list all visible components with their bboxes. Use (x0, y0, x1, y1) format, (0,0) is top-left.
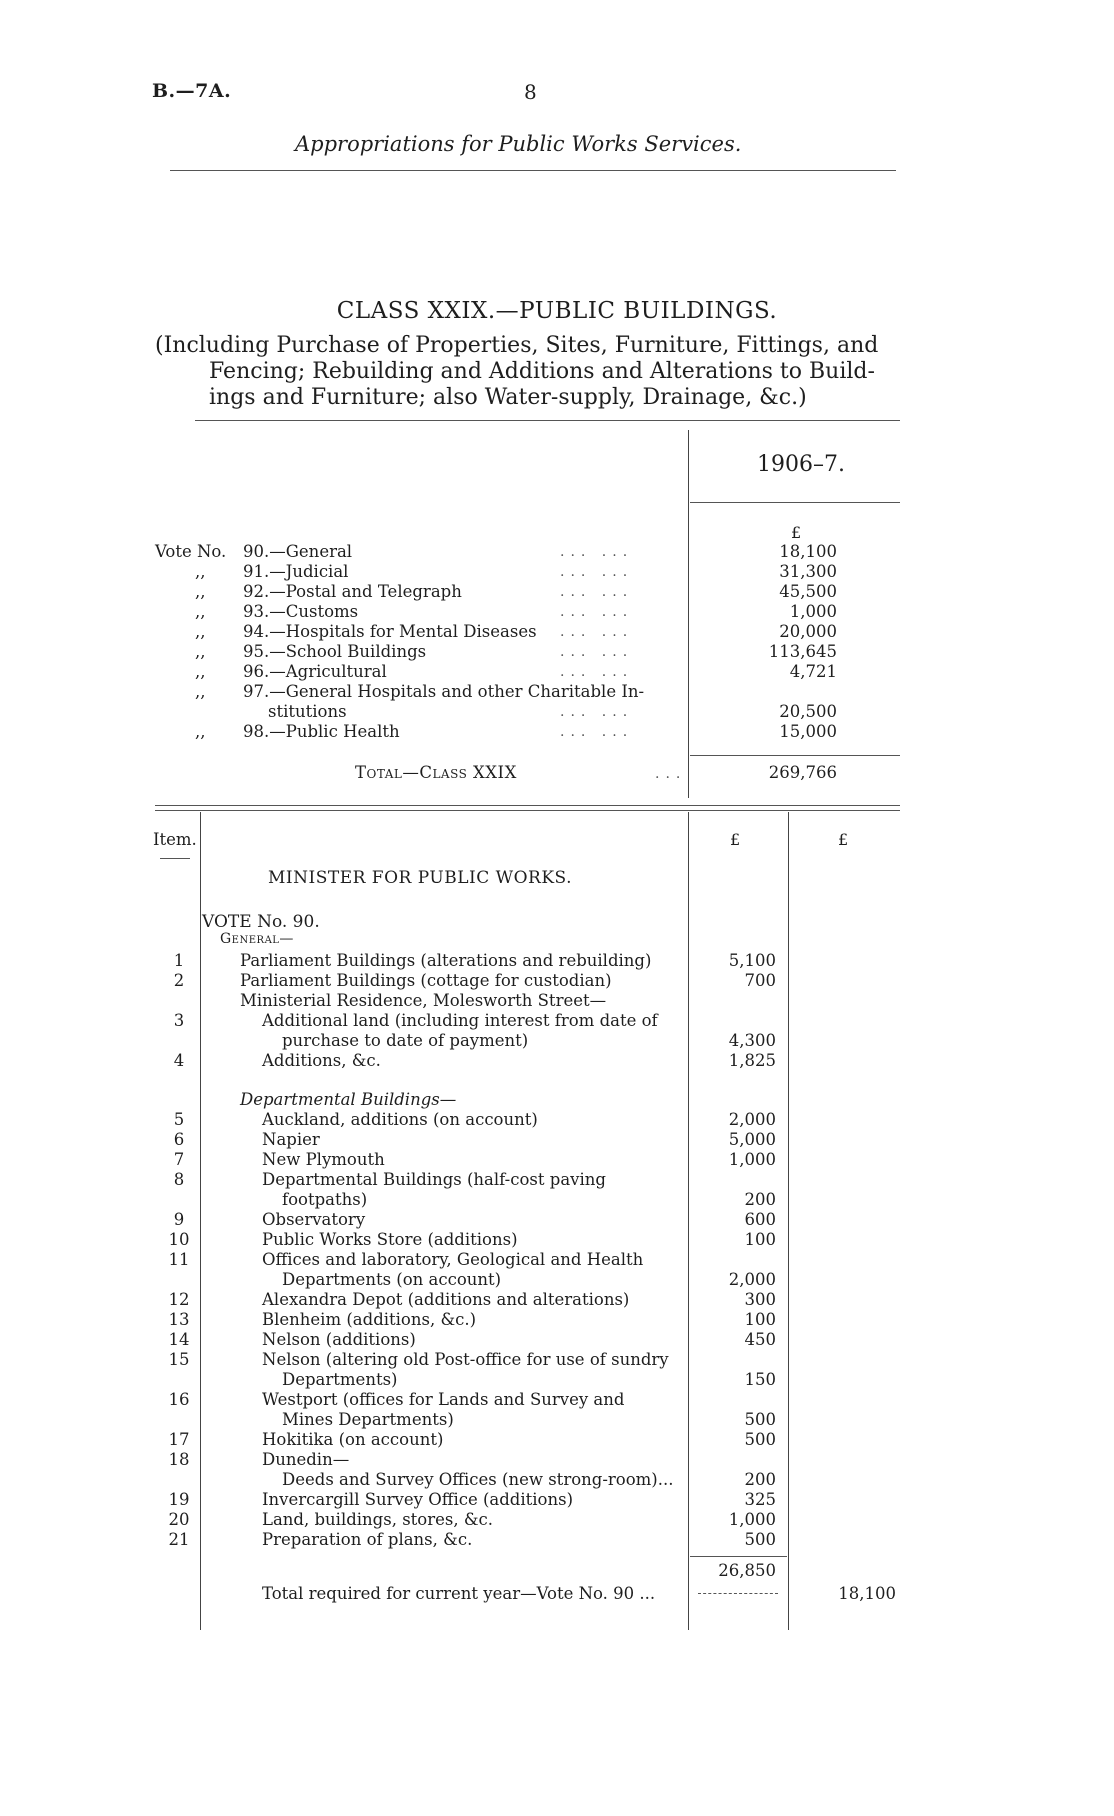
item-number: 5 (173, 1110, 185, 1129)
class-includes-line-3: ings and Furniture; also Water-supply, Drainage, &c.) (209, 385, 807, 410)
subtotal-rule (690, 1556, 787, 1557)
summary-column-divider (688, 430, 689, 798)
item-description: Public Works Store (additions) (262, 1230, 518, 1249)
item-number: 10 (168, 1230, 190, 1249)
item-description: Additional land (including interest from date of (262, 1011, 658, 1030)
vote-ditto-mark: ,, (195, 602, 206, 621)
item-description-continued: Departments (on account) (282, 1270, 502, 1289)
item-number: 15 (168, 1350, 190, 1369)
item-description: Ministerial Residence, Molesworth Street— (240, 991, 607, 1010)
item-description: Observatory (262, 1210, 366, 1229)
item-amount: 2,000 (728, 1270, 776, 1289)
vote-label: 95.—School Buildings (243, 642, 427, 661)
vote-amount: 113,645 (768, 642, 837, 661)
departmental-buildings-subheading: Departmental Buildings— (240, 1090, 457, 1109)
item-description: Nelson (additions) (262, 1330, 416, 1349)
item-number: 2 (173, 971, 185, 990)
vote-label: 98.—Public Health (243, 722, 400, 741)
vote-label: 91.—Judicial (243, 562, 349, 581)
item-description: New Plymouth (262, 1150, 385, 1169)
item-column-header: Item. (153, 830, 197, 849)
leader-dots: ... ... (560, 584, 634, 600)
vote-ditto-mark: ,, (195, 682, 206, 701)
item-description-continued: Departments) (282, 1370, 398, 1389)
leader-dots: ... ... (560, 624, 634, 640)
vote-ditto-mark: ,, (195, 642, 206, 661)
item-amount: 500 (744, 1410, 776, 1429)
page-number: 8 (524, 80, 537, 104)
document-reference: B.—7A. (152, 80, 232, 102)
vote-label: 94.—Hospitals for Mental Diseases (243, 622, 537, 641)
vote-amount: 31,300 (779, 562, 837, 581)
item-amount: 450 (744, 1330, 776, 1349)
leader-dots: ... ... (560, 644, 634, 660)
year-heading-rule (690, 502, 900, 503)
vote-amount: 1,000 (789, 602, 837, 621)
header-rule (170, 170, 896, 171)
item-amount: 150 (744, 1370, 776, 1389)
item-description: Dunedin— (262, 1450, 350, 1469)
item-number: 21 (168, 1530, 190, 1549)
vote-label: 96.—Agricultural (243, 662, 387, 681)
vote-label-continued: stitutions (268, 702, 347, 721)
leader-dots: ... ... (560, 704, 634, 720)
item-number: 6 (173, 1130, 185, 1149)
general-subheading: General— (220, 931, 294, 947)
vote-ditto-mark: ,, (195, 662, 206, 681)
vote-total-amount: 18,100 (838, 1584, 896, 1603)
item-number: 7 (173, 1150, 185, 1169)
item-amount: 100 (744, 1230, 776, 1249)
item-description: Parliament Buildings (cottage for custodian) (240, 971, 612, 990)
item-amount: 5,000 (728, 1130, 776, 1149)
item-number: 13 (168, 1310, 190, 1329)
item-description: Invercargill Survey Office (additions) (262, 1490, 574, 1509)
item-amount: 700 (744, 971, 776, 990)
total-dash-rule (698, 1593, 778, 1594)
leader-dots: ... ... (560, 604, 634, 620)
item-number: 20 (168, 1510, 190, 1529)
page-subtitle: Appropriations for Public Works Services. (295, 132, 742, 156)
item-description-continued: Mines Departments) (282, 1410, 454, 1429)
item-description: Auckland, additions (on account) (262, 1110, 538, 1129)
leader-dots: ... ... (560, 664, 634, 680)
item-number: 9 (173, 1210, 185, 1229)
item-column-divider (200, 812, 201, 1630)
item-number: 19 (168, 1490, 190, 1509)
item-number: 11 (168, 1250, 190, 1269)
item-number: 8 (173, 1170, 185, 1189)
item-number: 14 (168, 1330, 190, 1349)
item-number: 3 (173, 1011, 185, 1030)
detail-currency-2: £ (838, 830, 849, 849)
item-description: Nelson (altering old Post-office for use of sundry (262, 1350, 669, 1369)
detail-currency-1: £ (730, 830, 741, 849)
item-amount: 4,300 (728, 1031, 776, 1050)
item-description: Preparation of plans, &c. (262, 1530, 473, 1549)
item-amount: 300 (744, 1290, 776, 1309)
class-rule (195, 420, 900, 421)
vote-amount: 20,500 (779, 702, 837, 721)
summary-currency: £ (791, 523, 802, 542)
vote-label: 90.—General (243, 542, 353, 561)
minister-heading: MINISTER FOR PUBLIC WORKS. (268, 868, 572, 888)
vote-ditto-mark: ,, (195, 622, 206, 641)
item-amount: 5,100 (728, 951, 776, 970)
item-description: Hokitika (on account) (262, 1430, 444, 1449)
item-number: 4 (173, 1051, 185, 1070)
item-description: Alexandra Depot (additions and alterations) (262, 1290, 630, 1309)
class-includes-line-1: (Including Purchase of Properties, Sites, Furniture, Fittings, and (155, 333, 879, 358)
section-double-rule-bottom (155, 810, 900, 811)
summary-total-rule (690, 755, 900, 756)
vote-amount: 4,721 (789, 662, 837, 681)
item-amount: 200 (744, 1470, 776, 1489)
vote-label: 92.—Postal and Telegraph (243, 582, 462, 601)
vote-label: 97.—General Hospitals and other Charitable In- (243, 682, 645, 701)
item-amount: 100 (744, 1310, 776, 1329)
vote-total-label: Total required for current year—Vote No. 90 ... (262, 1584, 656, 1603)
vote-heading: VOTE No. 90. (202, 912, 320, 932)
vote-subtotal: 26,850 (718, 1561, 776, 1580)
item-number: 1 (173, 951, 185, 970)
class-includes-line-2: Fencing; Rebuilding and Additions and Alterations to Build- (209, 359, 875, 384)
item-amount: 1,825 (728, 1051, 776, 1070)
item-description: Napier (262, 1130, 320, 1149)
item-number: 17 (168, 1430, 190, 1449)
item-number: 16 (168, 1390, 190, 1409)
summary-total-amount: 269,766 (768, 763, 837, 782)
leader-dots: ... ... (560, 724, 634, 740)
leader-dots: ... ... (560, 544, 634, 560)
vote-amount: 15,000 (779, 722, 837, 741)
item-amount: 500 (744, 1430, 776, 1449)
amount-column-divider (688, 812, 689, 1630)
vote-amount: 18,100 (779, 542, 837, 561)
item-description: Additions, &c. (262, 1051, 381, 1070)
vote-amount: 20,000 (779, 622, 837, 641)
item-description: Offices and laboratory, Geological and Health (262, 1250, 644, 1269)
item-number: 18 (168, 1450, 190, 1469)
item-description: Blenheim (additions, &c.) (262, 1310, 477, 1329)
section-double-rule-top (155, 805, 900, 806)
item-amount: 1,000 (728, 1510, 776, 1529)
item-header-rule (160, 858, 190, 859)
vote-amount: 45,500 (779, 582, 837, 601)
item-amount: 500 (744, 1530, 776, 1549)
item-description-continued: purchase to date of payment) (282, 1031, 529, 1050)
vote-label: 93.—Customs (243, 602, 359, 621)
item-description-continued: footpaths) (282, 1190, 368, 1209)
item-description: Parliament Buildings (alterations and rebuilding) (240, 951, 652, 970)
item-description: Land, buildings, stores, &c. (262, 1510, 494, 1529)
summary-total-label: Total—Class XXIX (355, 763, 517, 782)
class-title: CLASS XXIX.—PUBLIC BUILDINGS. (336, 298, 778, 324)
leader-dots: ... ... (560, 564, 634, 580)
item-amount: 2,000 (728, 1110, 776, 1129)
vote-ditto-mark: ,, (195, 582, 206, 601)
summary-year-heading: 1906–7. (757, 452, 845, 477)
item-description-continued: Deeds and Survey Offices (new strong-room)... (282, 1470, 674, 1489)
item-amount: 600 (744, 1210, 776, 1229)
item-amount: 200 (744, 1190, 776, 1209)
vote-ditto-mark: ,, (195, 722, 206, 741)
item-description: Departmental Buildings (half-cost paving (262, 1170, 606, 1189)
total-column-divider (788, 812, 789, 1630)
item-amount: 325 (744, 1490, 776, 1509)
vote-ditto-mark: ,, (195, 562, 206, 581)
item-description: Westport (offices for Lands and Survey and (262, 1390, 625, 1409)
vote-prefix: Vote No. (155, 542, 227, 561)
item-number: 12 (168, 1290, 190, 1309)
summary-total-dots: ... (655, 766, 687, 782)
item-amount: 1,000 (728, 1150, 776, 1169)
